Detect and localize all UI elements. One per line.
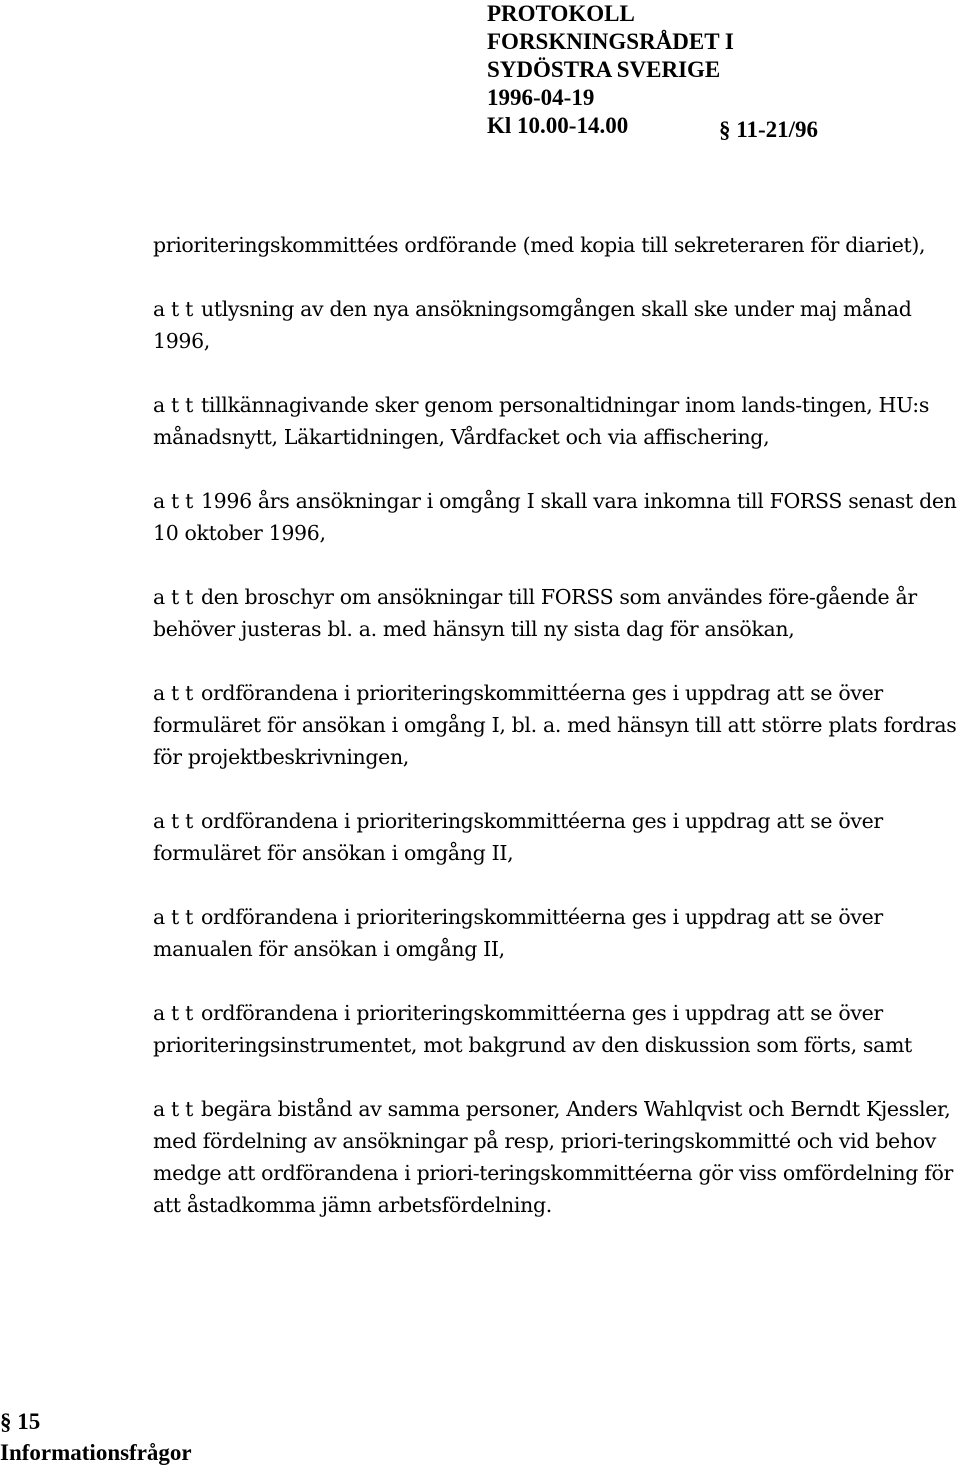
paragraph-text: 1996 års ansökningar i omgång I skall vara inkomna till FORSS senast den 10 oktober 1996, (153, 489, 957, 545)
document-header (487, 0, 819, 142)
paragraph-text: ordförandena i prioriteringskommittéerna ges i uppdrag att se över prioriteringsinstrumentet, mot bakgrund av den diskussion som förts, samt (153, 1001, 912, 1057)
paragraph-text: utlysning av den nya ansökningsomgången skall ske under maj månad 1996, (153, 297, 912, 353)
header-date: 1996-04-19 (487, 85, 595, 110)
paragraph-text: begära bistånd av samma personer, Anders Wahlqvist och Berndt Kjessler, med fördelning av ansökningar på resp, priori-teringskommitté och vid behov medge att ordförandena i priori-teringskommittéerna gör viss omfördelning för att åstadkomma jämn arbetsfördelning. (153, 1097, 953, 1217)
paragraph-text: prioriteringskommittées ordförande (med kopia till sekreteraren för diariet), (153, 233, 926, 257)
header-organization: FORSKNINGSRÅDET I (487, 29, 734, 54)
paragraph (153, 389, 959, 453)
att-prefix: a t t (153, 489, 193, 513)
paragraph (153, 485, 959, 549)
paragraph (153, 901, 959, 965)
paragraph (153, 677, 959, 773)
att-prefix: a t t (153, 297, 193, 321)
paragraph-text: ordförandena i prioriteringskommittéerna ges i uppdrag att se över manualen för ansökan i omgång II, (153, 905, 883, 961)
section-heading (0, 1406, 192, 1468)
att-prefix: a t t (153, 393, 193, 417)
section-number: § 15 (0, 1409, 41, 1434)
att-prefix: a t t (153, 809, 193, 833)
header-time: Kl 10.00-14.00 (487, 113, 629, 138)
att-prefix: a t t (153, 585, 193, 609)
paragraph-text: den broschyr om ansökningar till FORSS som användes före-gående år behöver justeras bl. a. med hänsyn till ny sista dag för ansökan, (153, 585, 917, 641)
header-section-range: § 11-21/96 (719, 117, 819, 142)
document-body (153, 229, 959, 1253)
paragraph-text: ordförandena i prioriteringskommittéerna ges i uppdrag att se över formuläret för ansökan i omgång I, bl. a. med hänsyn till att större plats fordras för projektbeskrivningen, (153, 681, 957, 769)
att-prefix: a t t (153, 905, 193, 929)
header-protocol: PROTOKOLL (487, 1, 635, 26)
paragraph (153, 805, 959, 869)
header-region: SYDÖSTRA SVERIGE (487, 57, 721, 82)
section-title: Informationsfrågor (0, 1440, 192, 1465)
paragraph (153, 997, 959, 1061)
paragraph-text: ordförandena i prioriteringskommittéerna ges i uppdrag att se över formuläret för ansökan i omgång II, (153, 809, 883, 865)
att-prefix: a t t (153, 1001, 193, 1025)
att-prefix: a t t (153, 1097, 193, 1121)
att-prefix: a t t (153, 681, 193, 705)
paragraph (153, 581, 959, 645)
paragraph-text: tillkännagivande sker genom personaltidningar inom lands-tingen, HU:s månadsnytt, Läkartidningen, Vårdfacket och via affischering, (153, 393, 929, 449)
paragraph (153, 229, 959, 261)
paragraph (153, 293, 959, 357)
paragraph (153, 1093, 959, 1221)
